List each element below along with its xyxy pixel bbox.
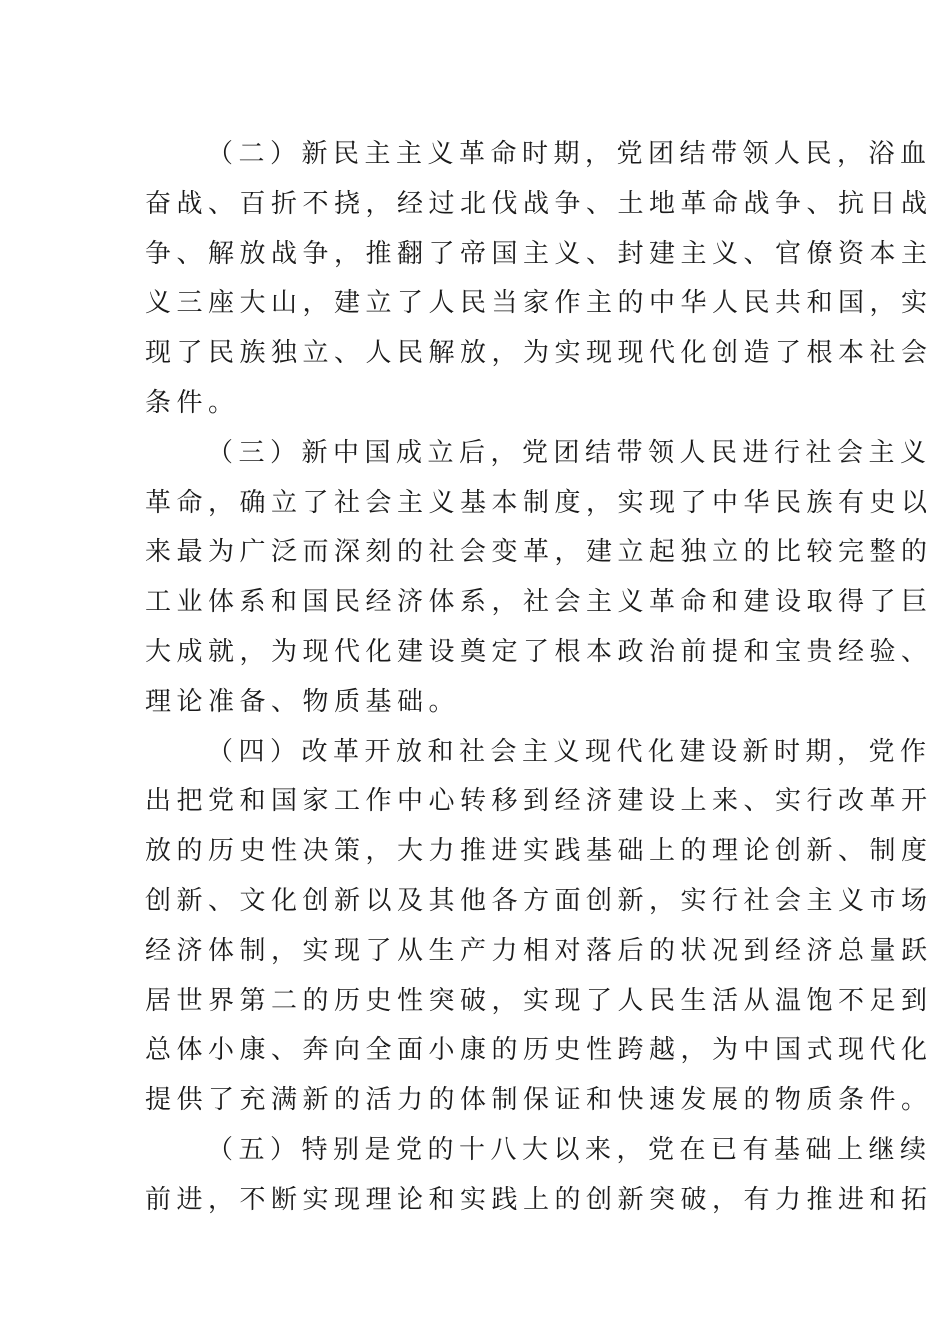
- text-line: 提供了充满新的活力的体制保证和快速发展的物质条件。: [145, 1085, 933, 1116]
- document-body: [145, 130, 933, 1226]
- text-line: 总体小康、奔向全面小康的历史性跨越，为中国式现代化: [145, 1035, 933, 1066]
- text-line: 工业体系和国民经济体系，社会主义革命和建设取得了巨: [145, 587, 933, 618]
- text-line: （二）新民主主义革命时期，党团结带领人民，浴血: [207, 139, 932, 169]
- text-line: 来最为广泛而深刻的社会变革，建立起独立的比较完整的: [145, 537, 933, 568]
- paragraph-2: [145, 130, 933, 429]
- text-line: 奋战、百折不挠，经过北伐战争、土地革命战争、抗日战: [145, 188, 933, 219]
- text-line: （四）改革开放和社会主义现代化建设新时期，党作: [207, 736, 932, 767]
- text-line: 居世界第二的历史性突破，实现了人民生活从温饱不足到: [145, 985, 933, 1016]
- text-line: 现了民族独立、人民解放，为实现现代化创造了根本社会: [145, 338, 933, 369]
- text-line: （三）新中国成立后，党团结带领人民进行社会主义: [207, 437, 932, 468]
- paragraph-3: [145, 429, 933, 728]
- paragraph-5: [145, 1126, 933, 1226]
- text-line: 创新、文化创新以及其他各方面创新，实行社会主义市场: [145, 885, 933, 916]
- text-line: （五）特别是党的十八大以来，党在已有基础上继续: [207, 1134, 932, 1165]
- text-line: 大成就，为现代化建设奠定了根本政治前提和宝贵经验、: [145, 636, 933, 667]
- text-line: 争、解放战争，推翻了帝国主义、封建主义、官僚资本主: [145, 238, 933, 269]
- text-line: 义三座大山，建立了人民当家作主的中华人民共和国，实: [145, 288, 933, 319]
- text-line: 理论准备、物质基础。: [145, 686, 461, 717]
- paragraph-4: [145, 728, 933, 1126]
- text-line: 条件。: [145, 387, 240, 418]
- text-line: 放的历史性决策，大力推进实践基础上的理论创新、制度: [145, 836, 933, 867]
- text-line: 经济体制，实现了从生产力相对落后的状况到经济总量跃: [145, 935, 933, 966]
- text-line: 革命，确立了社会主义基本制度，实现了中华民族有史以: [145, 487, 933, 518]
- text-line: 前进，不断实现理论和实践上的创新突破，有力推进和拓: [145, 1184, 933, 1215]
- text-line: 出把党和国家工作中心转移到经济建设上来、实行改革开: [145, 786, 933, 817]
